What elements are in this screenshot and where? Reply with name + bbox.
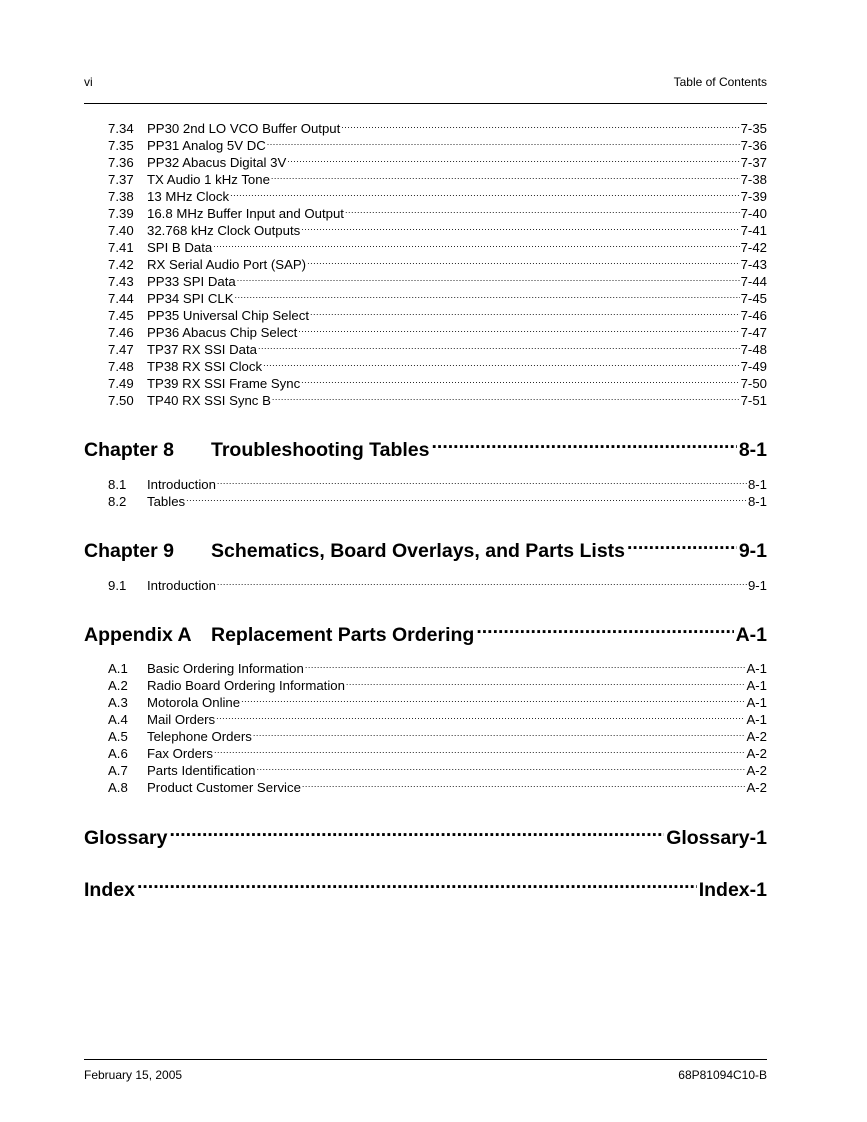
entry-title: SPI B Data — [147, 240, 213, 255]
entry-number: 7.42 — [108, 257, 134, 272]
entry-number: 7.50 — [108, 393, 134, 408]
entry-number: 8.1 — [108, 477, 127, 492]
entry-number: 7.46 — [108, 325, 134, 340]
entry-title: PP33 SPI Data — [147, 274, 236, 289]
entry-title: TP39 RX SSI Frame Sync — [147, 376, 301, 391]
entry-number: 7.47 — [108, 342, 134, 357]
dot-leader — [137, 870, 697, 896]
entry-number: 7.37 — [108, 172, 134, 187]
chapter-page: 9-1 — [738, 540, 767, 562]
entry-title: RX Serial Audio Port (SAP) — [147, 257, 307, 272]
toc-chapter-9[interactable] — [84, 531, 767, 562]
toc-entry[interactable] — [108, 472, 767, 492]
dot-leader — [241, 690, 745, 707]
entry-page: 7-46 — [740, 308, 767, 323]
entry-page: A-1 — [746, 695, 767, 710]
entry-page: 7-44 — [740, 274, 767, 289]
entry-page: 7-41 — [740, 223, 767, 238]
glossary-title: Glossary — [84, 827, 168, 849]
entry-page: 7-39 — [740, 189, 767, 204]
dot-leader — [301, 218, 739, 235]
entry-page: 7-50 — [740, 376, 767, 391]
entry-number: 7.36 — [108, 155, 134, 170]
entry-page: 7-49 — [740, 359, 767, 374]
entry-number: 7.48 — [108, 359, 134, 374]
chapter-title: Replacement Parts Ordering — [211, 624, 475, 646]
entry-page: 7-36 — [740, 138, 767, 153]
entry-page: A-2 — [746, 729, 767, 744]
entry-number: 7.43 — [108, 274, 134, 289]
page-number: vi — [84, 75, 93, 89]
entry-title: PP34 SPI CLK — [147, 291, 234, 306]
glossary-page: Glossary-1 — [666, 827, 767, 849]
entry-page: 7-51 — [740, 393, 767, 408]
toc-appendix-a[interactable] — [84, 615, 767, 646]
entry-number: 7.34 — [108, 121, 134, 136]
footer-doc-id: 68P81094C10-B — [678, 1068, 767, 1082]
entry-number: 8.2 — [108, 494, 127, 509]
entry-page: 7-45 — [740, 291, 767, 306]
index-page: Index-1 — [698, 879, 767, 901]
entry-title: Introduction — [147, 578, 216, 593]
entry-title: TX Audio 1 kHz Tone — [147, 172, 270, 187]
entry-number: A.3 — [108, 695, 128, 710]
entry-number: A.4 — [108, 712, 128, 727]
dot-leader — [346, 673, 746, 690]
chapter-page: 8-1 — [738, 439, 767, 461]
entry-number: 7.49 — [108, 376, 134, 391]
index-title: Index — [84, 879, 135, 901]
entry-page: 7-40 — [740, 206, 767, 221]
entry-title: PP35 Universal Chip Select — [147, 308, 309, 323]
dot-leader — [305, 656, 746, 673]
toc-chapter-8[interactable] — [84, 430, 767, 461]
entry-title: Basic Ordering Information — [147, 661, 304, 676]
toc-chapter-7-sections — [108, 116, 767, 408]
dot-leader — [230, 184, 740, 201]
dot-leader — [217, 472, 747, 489]
dot-leader — [301, 371, 739, 388]
entry-title: PP30 2nd LO VCO Buffer Output — [147, 121, 341, 136]
entry-title: PP31 Analog 5V DC — [147, 138, 266, 153]
toc-entry[interactable] — [108, 489, 767, 509]
chapter-page: A-1 — [735, 624, 767, 646]
entry-number: 7.39 — [108, 206, 134, 221]
entry-page: 7-47 — [740, 325, 767, 340]
entry-number: A.6 — [108, 746, 128, 761]
entry-page: A-1 — [746, 712, 767, 727]
entry-number: 9.1 — [108, 578, 127, 593]
dot-leader — [345, 201, 740, 218]
entry-title: 13 MHz Clock — [147, 189, 230, 204]
entry-number: 7.38 — [108, 189, 134, 204]
chapter-label: Chapter 8 — [84, 439, 174, 461]
dot-leader — [627, 531, 737, 557]
entry-number: A.5 — [108, 729, 128, 744]
entry-page: 7-35 — [740, 121, 767, 136]
entry-page: A-1 — [746, 661, 767, 676]
entry-page: 7-38 — [740, 172, 767, 187]
entry-title: TP37 RX SSI Data — [147, 342, 257, 357]
entry-page: A-2 — [746, 780, 767, 795]
dot-leader — [263, 354, 740, 371]
toc-glossary[interactable] — [84, 818, 767, 849]
header-divider — [84, 103, 767, 104]
entry-number: 7.45 — [108, 308, 134, 323]
dot-leader — [271, 167, 740, 184]
entry-title: 32.768 kHz Clock Outputs — [147, 223, 301, 238]
entry-page: 7-48 — [740, 342, 767, 357]
toc-chapter-8-sections — [108, 472, 767, 509]
entry-page: 9-1 — [747, 578, 767, 593]
entry-page: A-1 — [746, 678, 767, 693]
entry-number: 7.40 — [108, 223, 134, 238]
entry-title: PP36 Abacus Chip Select — [147, 325, 298, 340]
dot-leader — [253, 724, 746, 741]
chapter-label: Appendix A — [84, 624, 192, 646]
entry-title: 16.8 MHz Buffer Input and Output — [147, 206, 344, 221]
entry-number: A.2 — [108, 678, 128, 693]
entry-page: A-2 — [746, 746, 767, 761]
entry-page: 7-42 — [740, 240, 767, 255]
entry-title: PP32 Abacus Digital 3V — [147, 155, 287, 170]
entry-number: 7.41 — [108, 240, 134, 255]
entry-title: TP38 RX SSI Clock — [147, 359, 263, 374]
entry-page: 7-37 — [740, 155, 767, 170]
entry-number: 7.44 — [108, 291, 134, 306]
entry-title: Motorola Online — [147, 695, 241, 710]
toc-appendix-a-sections — [108, 656, 767, 795]
dot-leader — [235, 286, 740, 303]
dot-leader — [307, 252, 740, 269]
dot-leader — [341, 116, 739, 133]
entry-page: 8-1 — [747, 477, 767, 492]
toc-chapter-9-sections — [108, 573, 767, 593]
entry-number: 7.35 — [108, 138, 134, 153]
entry-title: Introduction — [147, 477, 216, 492]
dot-leader — [213, 235, 739, 252]
toc-entry[interactable] — [108, 656, 767, 676]
dot-leader — [217, 573, 747, 590]
dot-leader — [169, 818, 664, 844]
entry-page: A-2 — [746, 763, 767, 778]
entry-title: Telephone Orders — [147, 729, 252, 744]
entry-title: Product Customer Service — [147, 780, 301, 795]
entry-number: A.7 — [108, 763, 128, 778]
entry-title: Parts Identification — [147, 763, 256, 778]
dot-leader — [237, 269, 740, 286]
entry-title: Tables — [147, 494, 186, 509]
entry-title: Radio Board Ordering Information — [147, 678, 345, 693]
entry-number: A.1 — [108, 661, 128, 676]
dot-leader — [267, 133, 740, 150]
entry-page: 7-43 — [740, 257, 767, 272]
toc-index[interactable] — [84, 870, 767, 901]
entry-number: A.8 — [108, 780, 128, 795]
toc-entry[interactable] — [108, 116, 767, 136]
footer-date: February 15, 2005 — [84, 1068, 183, 1082]
dot-leader — [257, 758, 746, 775]
dot-leader — [302, 775, 746, 792]
dot-leader — [310, 303, 740, 320]
entry-title: Mail Orders — [147, 712, 216, 727]
running-header: Table of Contents — [673, 75, 767, 89]
chapter-title: Schematics, Board Overlays, and Parts Lists — [211, 540, 626, 562]
chapter-title: Troubleshooting Tables — [211, 439, 430, 461]
dot-leader — [298, 320, 739, 337]
dot-leader — [287, 150, 739, 167]
entry-title: Fax Orders — [147, 746, 213, 761]
dot-leader — [216, 707, 745, 724]
chapter-label: Chapter 9 — [84, 540, 174, 562]
footer-divider — [84, 1059, 767, 1060]
dot-leader — [186, 489, 747, 506]
entry-page: 8-1 — [747, 494, 767, 509]
dot-leader — [214, 741, 746, 758]
dot-leader — [258, 337, 740, 354]
entry-title: TP40 RX SSI Sync B — [147, 393, 271, 408]
dot-leader — [431, 430, 736, 456]
toc-entry[interactable] — [108, 573, 767, 593]
dot-leader — [476, 615, 733, 641]
dot-leader — [272, 388, 740, 405]
